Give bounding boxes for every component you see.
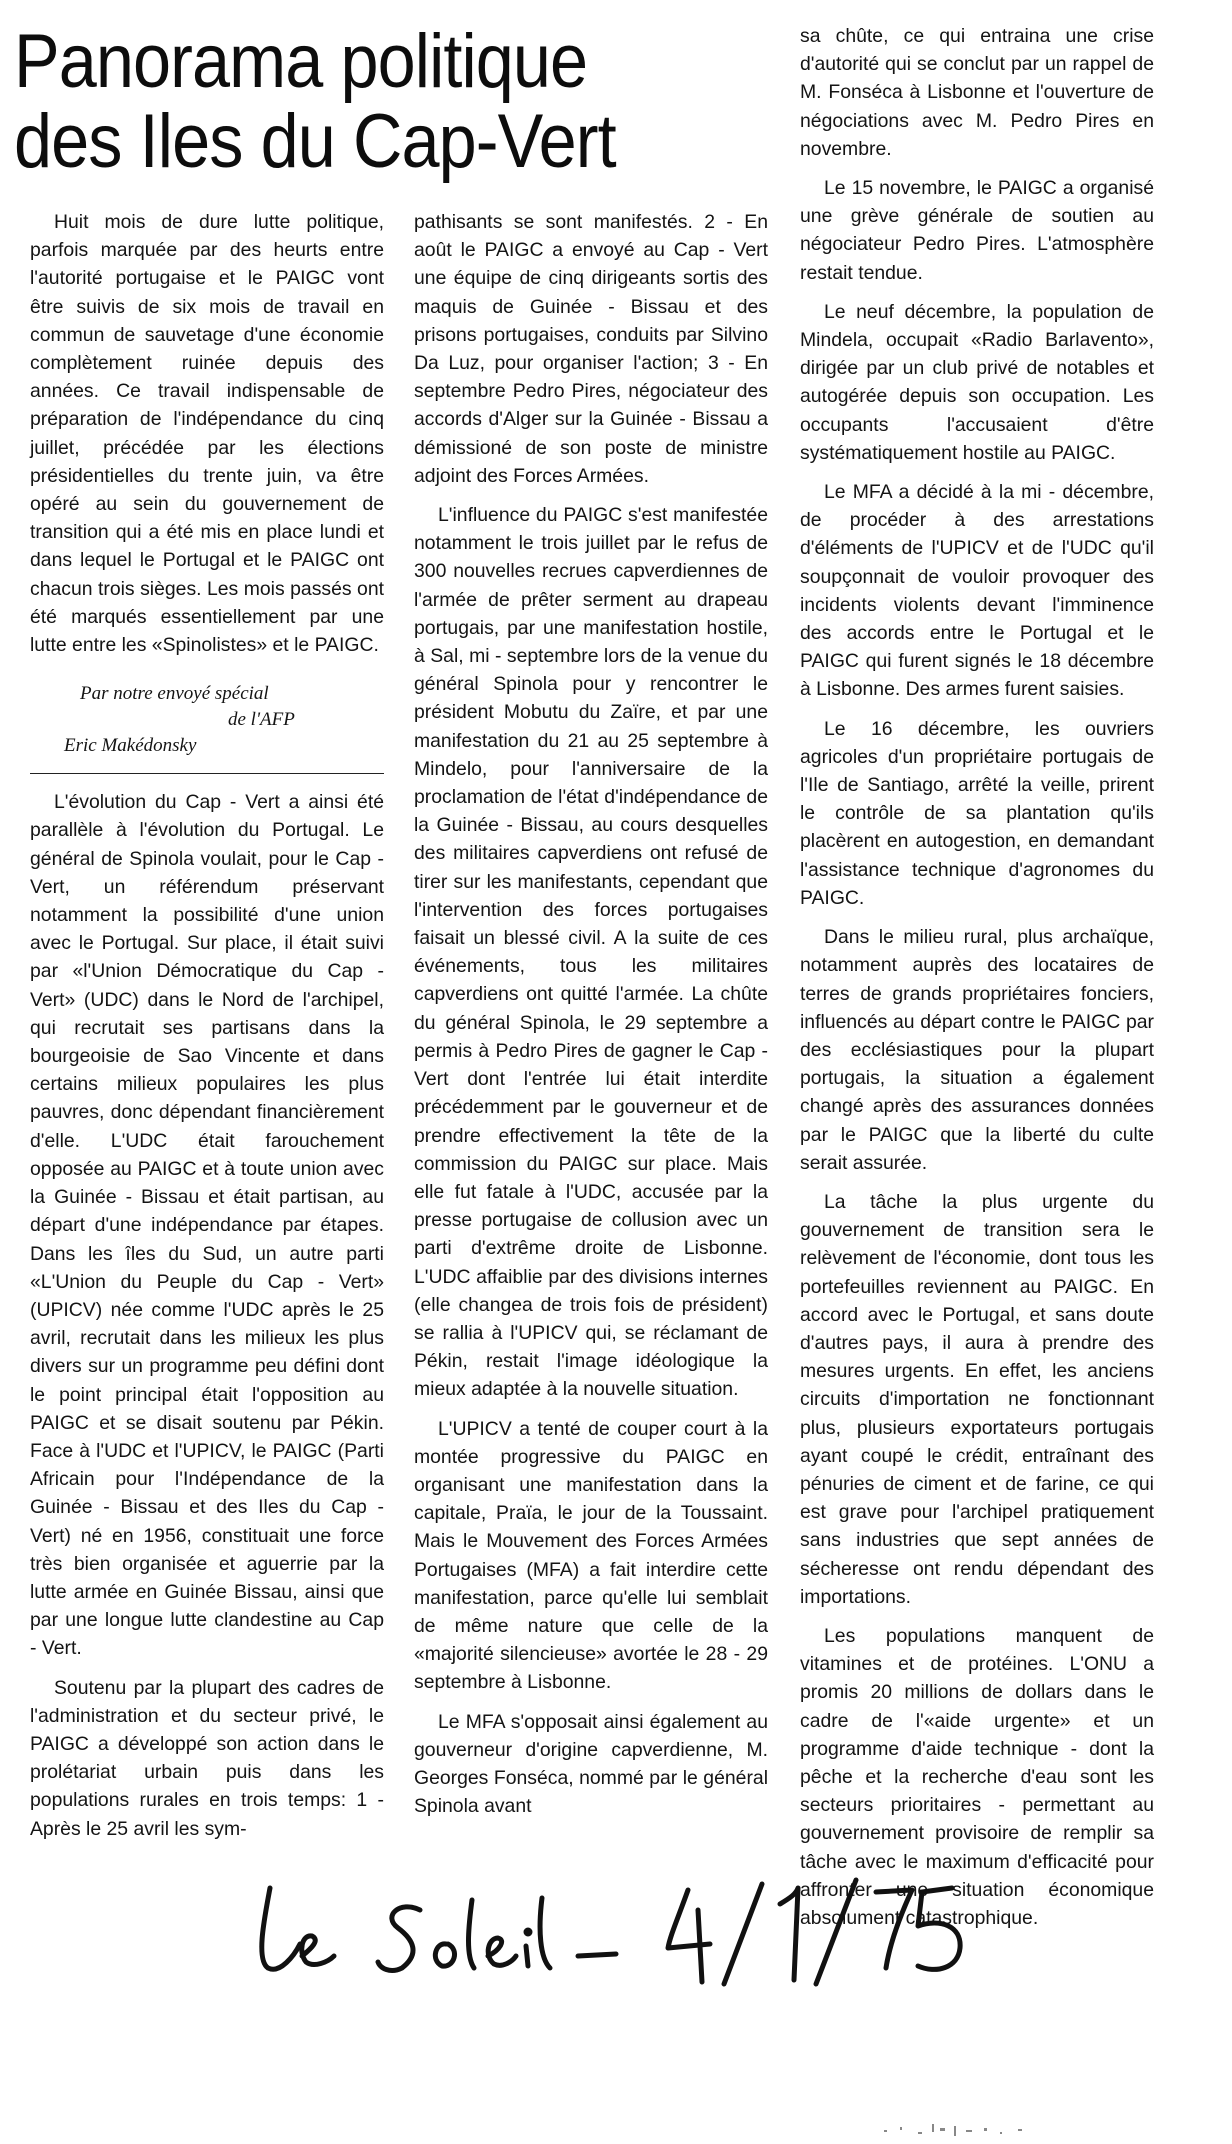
byline [30,681,384,759]
paragraph: Le MFA a décidé à la mi - décembre, de procéder à des arrestations d'éléments de l'UPICV et de l'UDC qu'il soupçonnait de vouloir provoquer des incidents violents devant l'imminence des accords entre le Portugal et le PAIGC qui furent signés le 18 décembre à Lisbonne. Des armes furent saisies. [800,481,1154,701]
paragraph: L'influence du PAIGC s'est manifestée notamment le trois juillet par le refus de 300 nouvelles recrues capverdiennes de l'armée de prêter serment au drapeau portugais, par une manifestation hostile, à Sal, mi - septembre lors de la venue du général Spinola pour y rencontrer le président Mobutu du Zaïre, et par une manifestation du 21 au 25 septembre à Mindelo, pour l'anniversaire de la proclamation de l'état d'indépendance de la Guinée - Bissau, au cours desquelles des militaires capverdiens ont refusé de tirer sur les manifestants, cependant que l'intervention des forces portugaises faisait un blessé civil. A la suite de ces événements, tous les militaires capverdiens ont quitté l'armée. La chûte du général Spinola, le 29 septembre a permis à Pedro Pires de gagner le Cap - Vert dont l'entrée lui était interdite précédemment par le gouverneur et de prendre effectivement la tête de la commission du PAIGC sur place. Mais elle fut fatale à l'UDC, accusée par la presse portugaise de collusion avec un parti d'extrême droite de Lisbonne. L'UDC affaiblie par des divisions internes (elle changea de trois fois de président) se rallia à l'UPICV qui, se réclamant de Pékin, restait l'image idéologique la mieux adaptée à la nouvelle situation. [414,504,768,1401]
article-column-1 [30,208,384,1854]
scan-noise [880,2118,1040,2140]
paragraph: Soutenu par la plupart des cadres de l'administration et du secteur privé, le PAIGC a développé son action dans le prolétariat urbain puis dans les populations rurales en trois temps: 1 - Après le 25 avril les sym- [30,1676,384,1840]
handwriting-drawing [250,1870,1050,1990]
paragraph: Le 15 novembre, le PAIGC a organisé une grève générale de soutien au négociateur Pedro Pires. L'atmosphère restait tendue. [800,177,1154,284]
headline-line-1: Panorama politique [14,19,588,104]
byline-envoy: Par notre envoyé spécial [80,683,269,705]
paragraph: Le MFA s'opposait ainsi également au gouverneur d'origine capverdienne, M. Georges Fonséca, nommé par le général Spinola avant [414,1710,768,1818]
paragraph: Le neuf décembre, la population de Mindela, occupait «Radio Barlavento», dirigée par un club privé de notables et autogérée depuis son occupation. Les occupants l'accusaient d'être systématiquement hostile au PAIGC. [800,300,1154,464]
handwritten-source-note [250,1870,1050,1990]
headline-line-2: des Iles du Cap-Vert [14,99,616,184]
paragraph: L'UPICV a tenté de couper court à la montée progressive du PAIGC en organisant une manifestation dans la capitale, Praïa, le jour de la Toussaint. Mais le Mouvement des Forces Armées Portugaises (MFA) a fait interdire cette manifestation, parce qu'elle lui semblait de même nature que celle de la «majorité silencieuse» avortée le 28 - 29 septembre à Lisbonne. [414,1417,768,1694]
paragraph: Dans le milieu rural, plus archaïque, notamment auprès des locataires de terres de grands propriétaires fonciers, influencés au départ contre le PAIGC par des ecclésiastiques pour la plupart portugais, la situation a également changé après des assurances données par le PAIGC que la liberté du culte serait assurée. [800,926,1154,1174]
paragraph: Huit mois de dure lutte politique, parfois marquée par des heurts entre l'autorité portugaise et le PAIGC vont être suivis de six mois de travail en commun de sauvetage d'une économie complètement ruinée depuis des années. Ce travail indispensable de préparation de l'indépendance du cinq juillet, précédée par les élections présidentielles du trente juin, va être opéré au sein du gouvernement de transition qui a été mis en place lundi et dans lequel le Portugal et le PAIGC ont chacun trois sièges. Les mois passés ont été marqués essentiellement par une lutte entre les «Spinolistes» et le PAIGC. [30,211,384,657]
paragraph: pathisants se sont manifestés. 2 - En août le PAIGC a envoyé au Cap - Vert une équipe de cinq dirigeants sortis des maquis de Guinée - Bissau et des prisons portugaises, conduits par Silvino Da Luz, pour organiser l'action; 3 - En septembre Pedro Pires, négociateur des accords d'Alger sur la Guinée - Bissau a démissioné de son poste de ministre adjoint des Forces Armées. [414,211,768,487]
article-headline [14,19,707,184]
byline-agency: de l'AFP [228,709,295,731]
paragraph: sa chûte, ce qui entraina une crise d'autorité qui se conclut par un rappel de M. Fonséca à Lisbonne et l'ouverture de négociations avec M. Pedro Pires en novembre. [800,25,1154,160]
paragraph: Les populations manquent de vitamines et de protéines. L'ONU a promis 20 millions de dollars dans le cadre de l'«aide urgente» et un programme d'aide technique - dont la pêche et la recherche d'eau sont les secteurs prioritaires - permettant au gouvernement provisoire de remplir sa tâche avec le maximum d'efficacité pour affronter une situation économique absolument catastrophique. [800,1624,1154,1929]
article-column-2 [414,208,768,1831]
paragraph: Le 16 décembre, les ouvriers agricoles d'un propriétaire portugais de l'Ile de Santiago, arrêté la veille, prirent le contrôle de sa plantation qu'ils placèrent en autogestion, en demandant l'assistance technique d'agronomes du PAIGC. [800,717,1154,909]
paragraph: La tâche la plus urgente du gouvernement de transition sera le relèvement de l'économie, dont tous les portefeuilles reviennent au PAIGC. En accord avec le Portugal, et sans doute d'autres pays, il aura à prendre des mesures urgents. En effet, les anciens circuits d'importation ne fonctionnant plus, plusieurs exportateurs portugais ayant coupé le crédit, entraînant des pénuries de ciment et de farine, ce qui est grave pour l'archipel pratiquement sans industries que sept années de sécheresse ont rendu dépendant des importations. [800,1190,1154,1608]
article-column-3 [800,22,1154,1943]
paragraph: L'évolution du Cap - Vert a ainsi été parallèle à l'évolution du Portugal. Le général de Spinola voulait, pour le Cap - Vert, un référendum préservant notamment la possibilité d'une union avec le Portugal. Sur place, il était suivi par «l'Union Démocratique du Cap - Vert» (UDC) dans le Nord de l'archipel, qui recrutait ses partisans dans la bourgeoisie de Sao Vincente et dans certains milieux populaires les plus pauvres, donc dépendant financièrement d'elle. L'UDC était farouchement opposée au PAIGC et à toute union avec la Guinée - Bissau et était partisan, au départ d'une indépendance par étapes. Dans les îles du Sud, un autre parti «L'Union du Peuple du Cap - Vert» (UPICV) née comme l'UDC après le 25 avril, recrutait dans les milieux les plus divers sur un programme peu défini dont le point principal était l'opposition au PAIGC et se disait soutenu par Pékin. Face à l'UDC et l'UPICV, le PAIGC (Parti Africain pour l'Indépendance de la Guinée - Bissau et des Iles du Cap - Vert) né en 1956, constituait une force très bien organisée et aguerrie par la lutte armée en Guinée Bissau, ainsi que par une longue lutte clandestine au Cap - Vert. [30,791,384,1660]
byline-author: Eric Makédonsky [64,735,197,757]
byline-divider [30,773,384,774]
